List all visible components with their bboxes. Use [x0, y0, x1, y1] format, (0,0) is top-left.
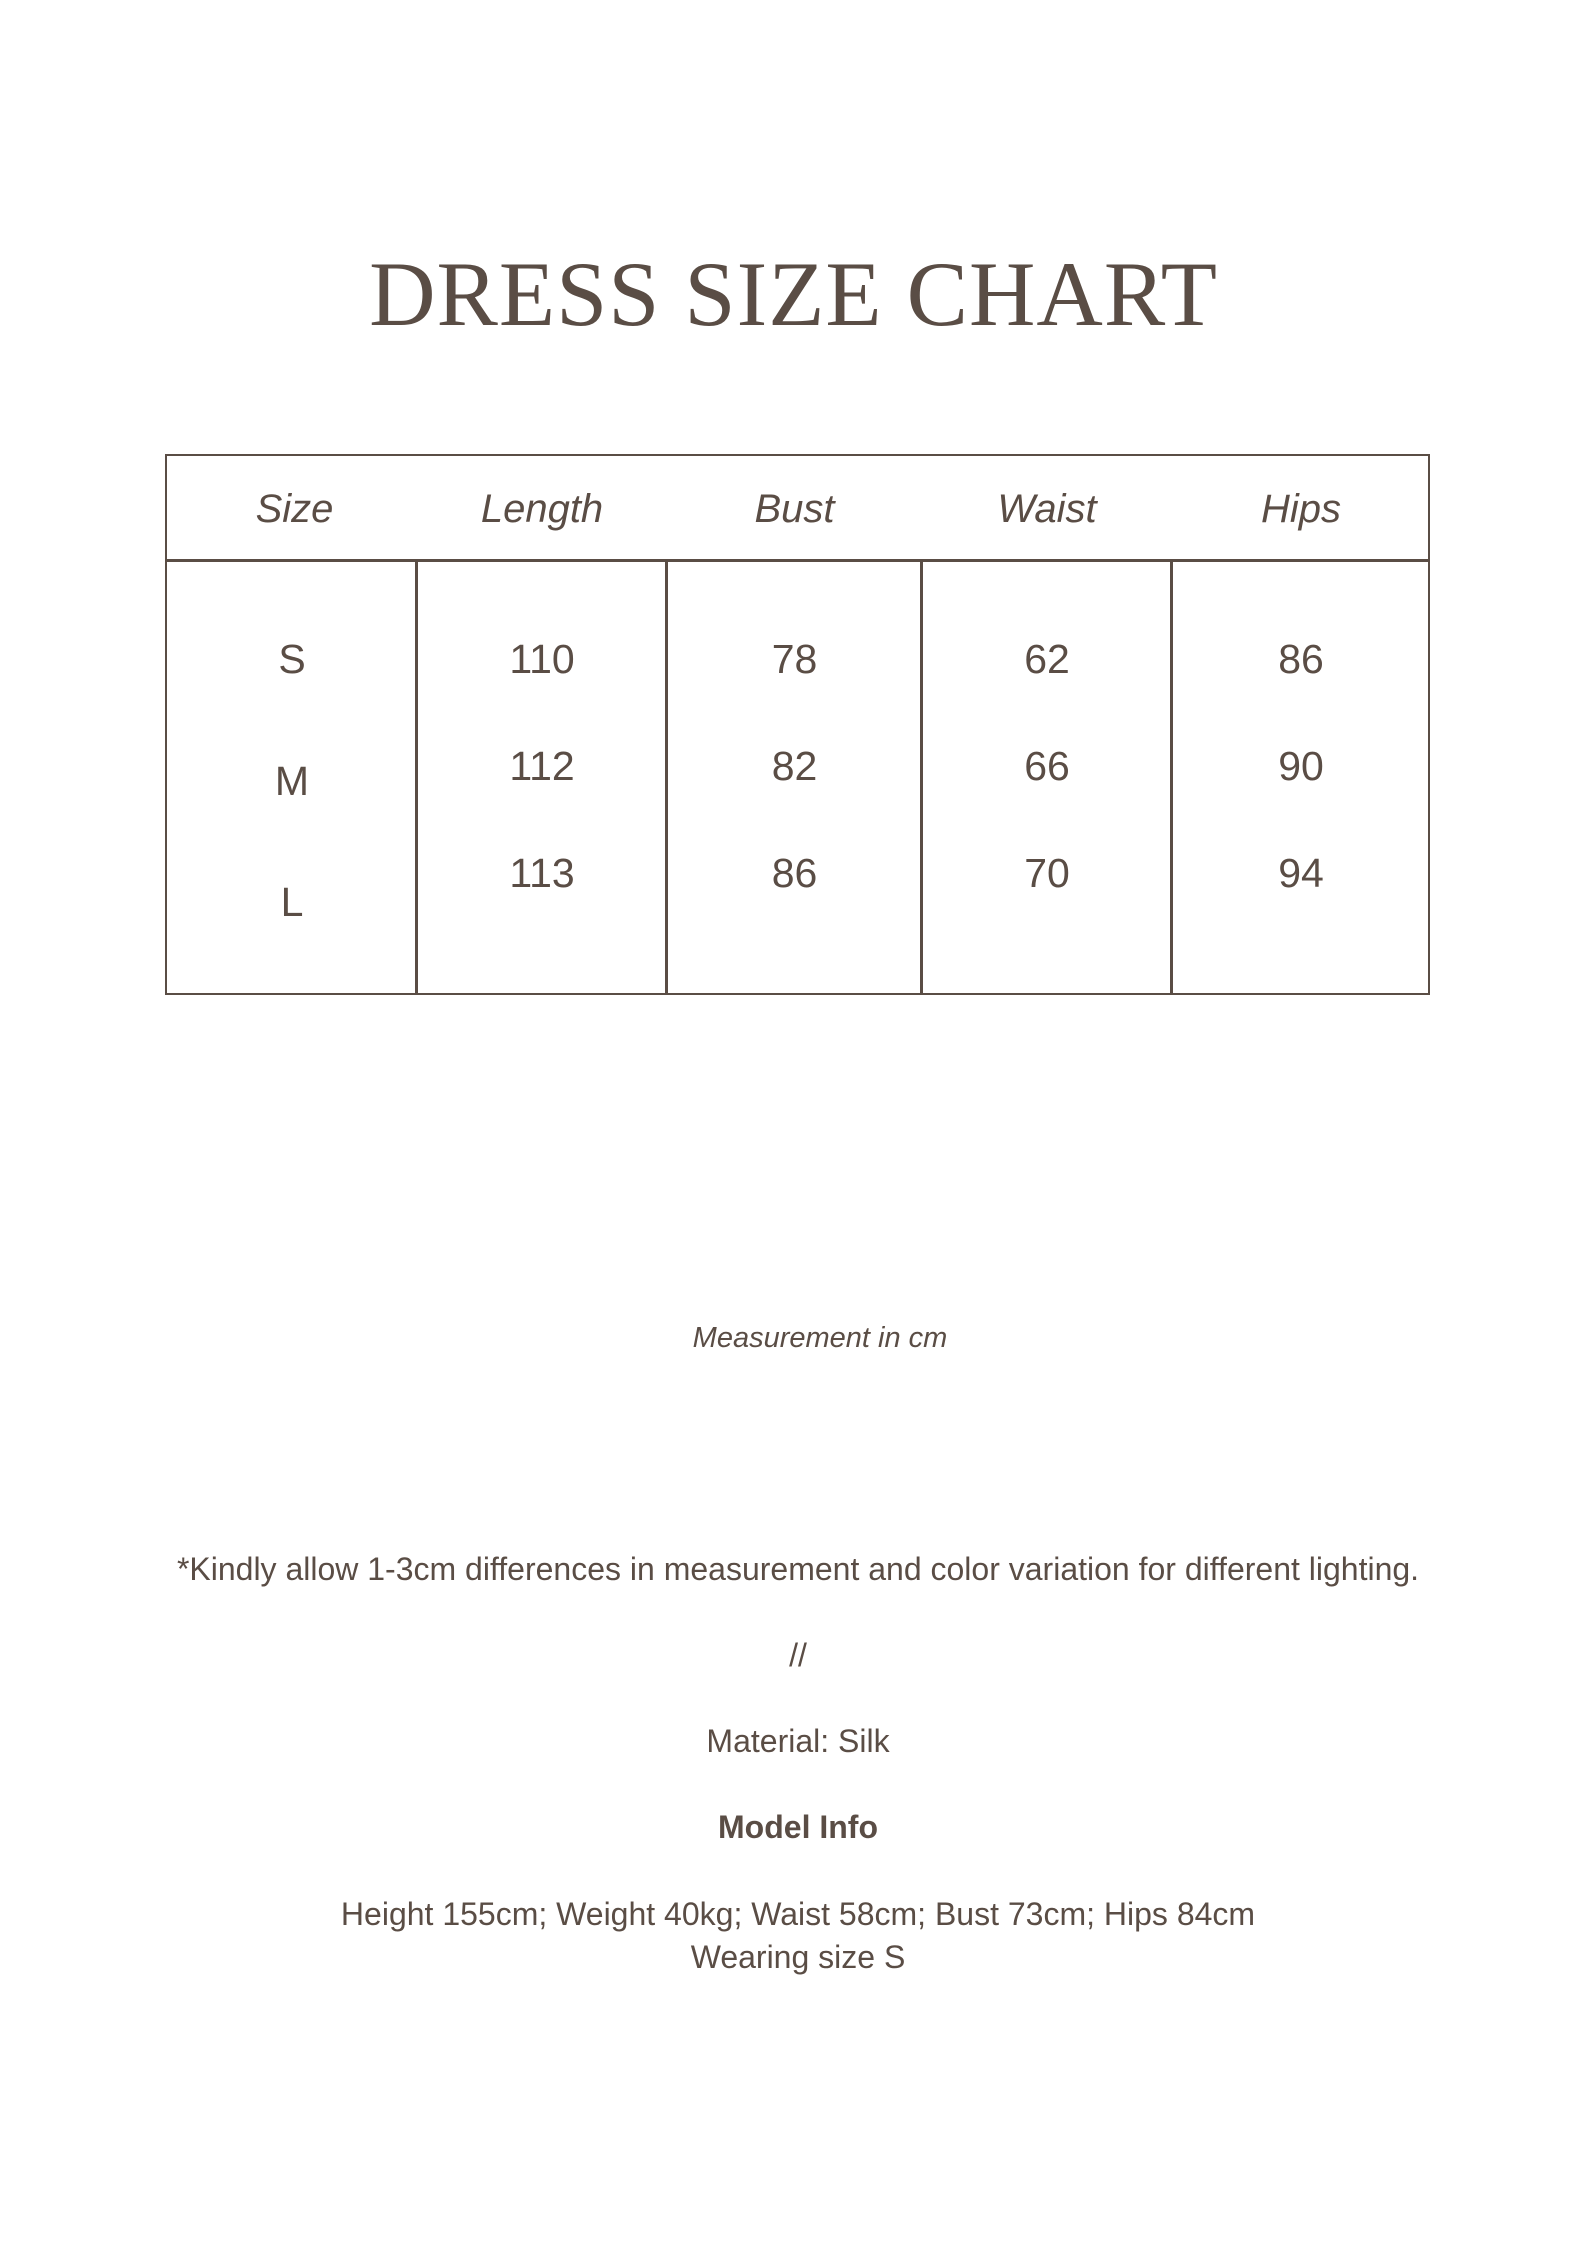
model-info-heading: Model Info: [718, 1809, 878, 1845]
cell-bust: 82: [771, 743, 818, 789]
table-header-row: [167, 456, 1428, 562]
header-hips: Hips: [1260, 487, 1342, 531]
cell-size: M: [274, 758, 310, 804]
disclaimer-text: *Kindly allow 1-3cm differences in measurement and color variation for different lighting.: [176, 1551, 1420, 1587]
page-title: DRESS SIZE CHART: [369, 243, 1218, 345]
material-text: Material: Silk: [706, 1723, 890, 1759]
cell-waist: 62: [1024, 636, 1070, 682]
unit-note: Measurement in cm: [692, 1322, 948, 1354]
cell-bust: 86: [771, 850, 818, 896]
cell-hips: 86: [1278, 636, 1324, 682]
model-wearing-text: Wearing size S: [690, 1939, 906, 1975]
cell-length: 110: [509, 636, 575, 682]
cell-waist: 66: [1024, 743, 1070, 789]
cell-waist: 70: [1024, 850, 1070, 896]
model-measurements-text: Height 155cm; Weight 40kg; Waist 58cm; Bust 73cm; Hips 84cm: [340, 1896, 1256, 1932]
header-length: Length: [480, 487, 604, 531]
header-bust: Bust: [754, 487, 835, 531]
cell-bust: 78: [771, 636, 818, 682]
cell-size: L: [280, 879, 304, 925]
header-size: Size: [255, 487, 334, 531]
cell-size: S: [278, 636, 306, 682]
header-waist: Waist: [997, 487, 1097, 531]
cell-length: 113: [509, 850, 575, 896]
cell-hips: 94: [1278, 850, 1324, 896]
cell-hips: 90: [1278, 743, 1324, 789]
size-chart-table: [165, 454, 1430, 995]
separator-text: //: [789, 1637, 807, 1673]
cell-length: 112: [509, 743, 575, 789]
